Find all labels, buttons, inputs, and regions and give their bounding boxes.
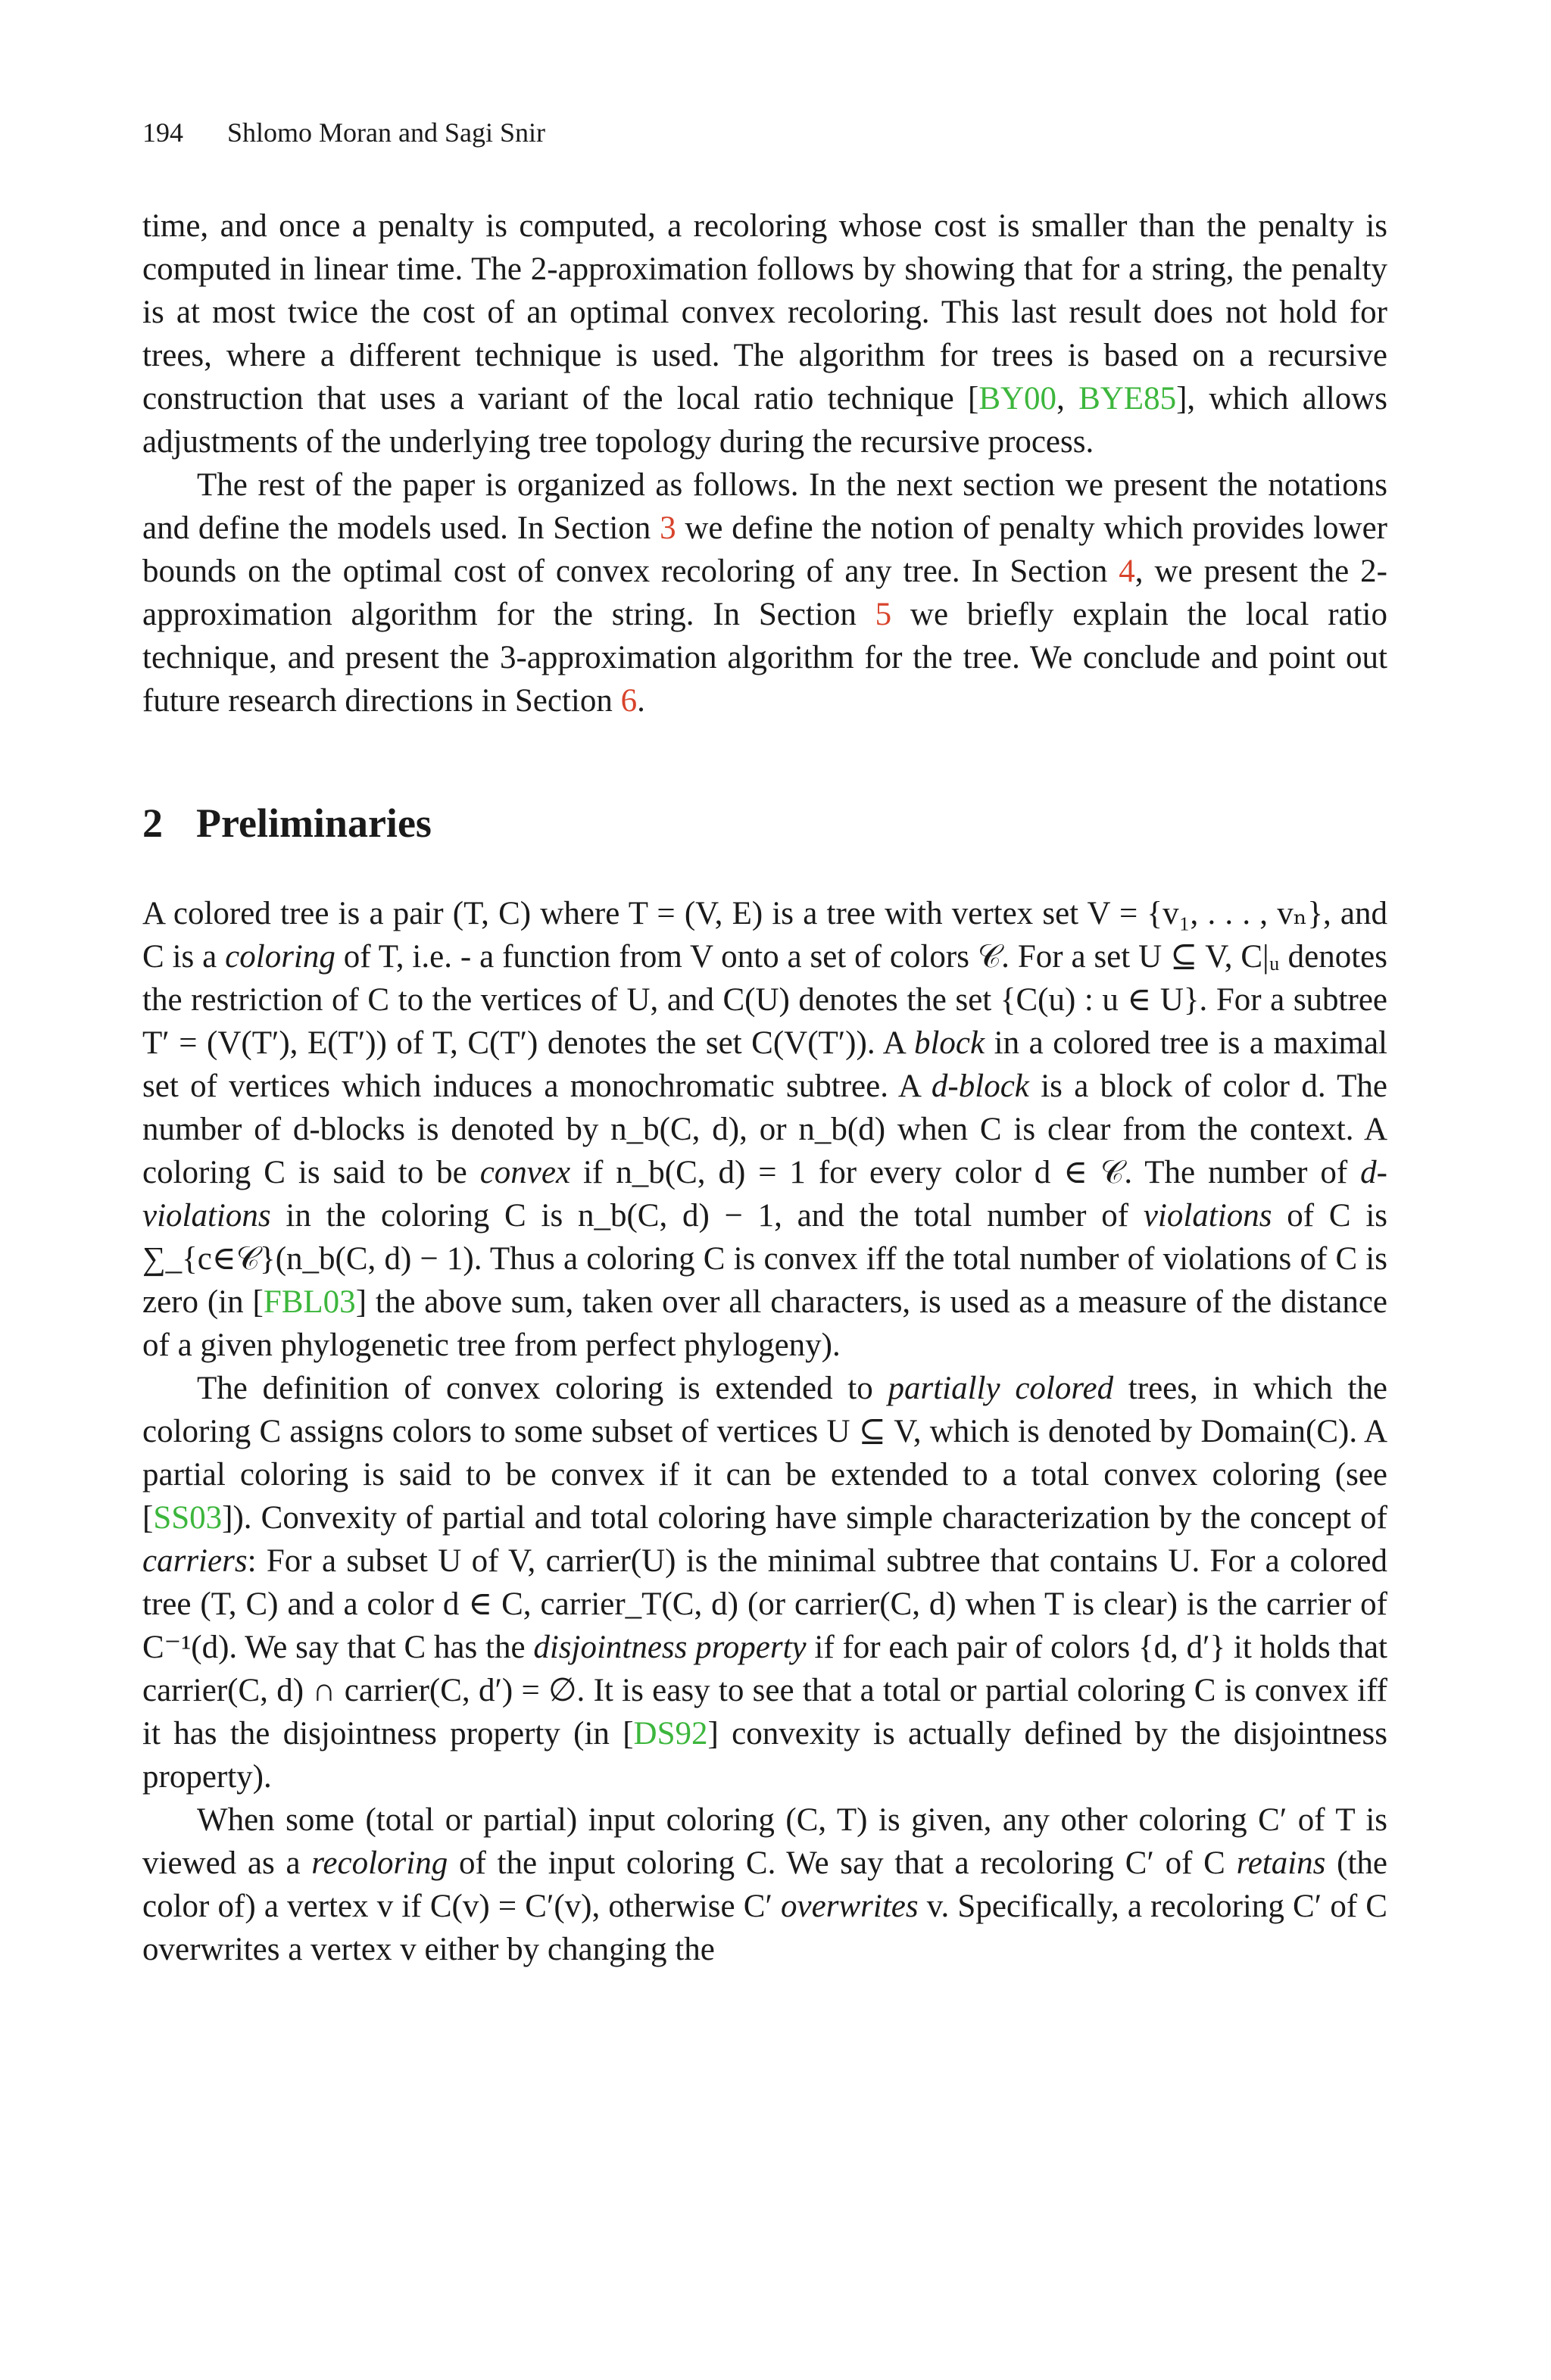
text-run: time, and once a penalty is computed, a recoloring whose cost is smaller than the penalty is computed in linear time. The 2-approximation follows by showing that for a string, the penalty is at most twice the cost of an optimal convex recoloring. This last result does not hold for trees, where a different technique is used. The algorithm for trees is based on a recursive construction that uses a variant of the local ratio technique [	[142, 208, 1387, 416]
section-ref-link[interactable]: 5	[875, 597, 892, 632]
running-head	[142, 114, 545, 151]
text-run: ]). Convexity of partial and total coloring have simple characterization by the concept of	[222, 1500, 1387, 1536]
text-run: , we present the 2-approximation algorithm for the string. In Section	[142, 554, 1387, 632]
text-run: ] the above sum, taken over all characters, is used as a measure of the distance of a given phylogenetic tree from perfect phylogeny).	[142, 1284, 1387, 1363]
text-run: if for each pair of colors {d, d′} it holds that carrier(C, d) ∩ carrier(C, d′) = ∅. It is easy to see that a total or partial coloring C is convex iff it has the disjointness property (in [	[142, 1630, 1387, 1751]
citation-link[interactable]: DS92	[633, 1716, 708, 1751]
emphasis: partially colored	[888, 1371, 1114, 1406]
text-run: in a colored tree is a maximal set of vertices which induces a monochromatic subtree. A	[142, 1025, 1387, 1104]
text-run: : For a subset U of V, carrier(U) is the minimal subtree that contains U. For a colored tree (T, C) and a color d ∈ C, carrier_T(C, d) (or carrier(C, d) when T is clear) is the carrier of C⁻¹(d). We say that C has the	[142, 1543, 1387, 1665]
text-run: .	[637, 683, 645, 719]
text-run: we define the notion of penalty which provides lower bounds on the optimal cost of convex recoloring of any tree. In Section	[142, 510, 1387, 589]
section-heading	[142, 797, 1387, 850]
text-run: When some (total or partial) input coloring (C, T) is given, any other coloring C′ of T is viewed as a	[142, 1802, 1387, 1881]
text-run: if n_b(C, d) = 1 for every color d ∈ 𝒞. The number of	[570, 1155, 1361, 1190]
paragraph-2	[142, 463, 1387, 722]
text-run: (the color of) a vertex v if C(v) = C′(v), otherwise C′	[142, 1845, 1388, 1924]
text-run: ] convexity is actually defined by the disjointness property).	[142, 1716, 1387, 1795]
text-run: in the coloring C is n_b(C, d) − 1, and the total number of	[270, 1198, 1144, 1234]
text-run: ,	[1056, 381, 1079, 416]
emphasis: disjointness property	[533, 1630, 807, 1665]
text-run: The definition of convex coloring is extended to	[197, 1371, 888, 1406]
emphasis: overwrites	[781, 1889, 919, 1924]
emphasis: recoloring	[311, 1845, 448, 1881]
page-body	[142, 204, 1387, 1971]
emphasis: d-block	[931, 1068, 1029, 1104]
text-run: we briefly explain the local ratio technique, and present the 3-approximation algorithm for the tree. We conclude and point out future research directions in Section	[142, 597, 1388, 719]
section-title: Preliminaries	[196, 800, 432, 846]
paragraph-5	[142, 1798, 1387, 1971]
citation-link[interactable]: BY00	[978, 381, 1057, 416]
emphasis: violations	[1143, 1198, 1272, 1234]
section-ref-link[interactable]: 4	[1119, 554, 1135, 589]
emphasis: carriers	[142, 1543, 248, 1579]
text-run: of the input coloring C. We say that a recoloring C′ of C	[448, 1845, 1237, 1881]
paragraph-1	[142, 204, 1387, 463]
emphasis: coloring	[225, 939, 335, 975]
paragraph-3	[142, 892, 1387, 1367]
section-number: 2	[142, 800, 163, 846]
citation-link[interactable]: SS03	[153, 1500, 223, 1536]
text-run: of T, i.e. - a function from V onto a set of colors 𝒞. For a set U ⊆ V, C|ᵤ denotes the restriction of C to the vertices of U, and C(U) denotes the set {C(u) : u ∈ U}. For a subtree T′ = (V(T′), E(T′)) of T, C(T′) denotes the set C(V(T′)). A	[142, 939, 1388, 1061]
emphasis: block	[913, 1025, 985, 1061]
text-run: trees, in which the coloring C assigns colors to some subset of vertices U ⊆ V, which is denoted by Domain(C). A partial coloring is said to be convex if it can be extended to a total convex coloring (see [	[142, 1371, 1387, 1536]
running-head-authors: Shlomo Moran and Sagi Snir	[227, 117, 545, 148]
section-ref-link[interactable]: 3	[660, 510, 676, 546]
emphasis: retains	[1236, 1845, 1326, 1881]
text-run: is a block of color d. The number of d-blocks is denoted by n_b(C, d), or n_b(d) when C is clear from the context. A coloring C is said to be	[142, 1068, 1387, 1190]
text-run: v. Specifically, a recoloring C′ of C overwrites a vertex v either by changing the	[142, 1889, 1387, 1967]
text-run: The rest of the paper is organized as follows. In the next section we present the notations and define the models used. In Section	[142, 467, 1387, 546]
page-number: 194	[142, 117, 183, 148]
emphasis: d-violations	[142, 1155, 1387, 1234]
text-run: A colored tree is a pair (T, C) where T = (V, E) is a tree with vertex set V = {v₁, . . . , vₙ}, and C is a	[142, 896, 1387, 975]
text-run: of C is ∑_{c∈𝒞}(n_b(C, d) − 1). Thus a coloring C is convex iff the total number of violations of C is zero (in [	[142, 1198, 1387, 1320]
citation-link[interactable]: BYE85	[1078, 381, 1177, 416]
citation-link[interactable]: FBL03	[263, 1284, 356, 1320]
section-ref-link[interactable]: 6	[620, 683, 638, 719]
emphasis: convex	[479, 1155, 571, 1190]
paragraph-4	[142, 1367, 1387, 1798]
text-run: ], which allows adjustments of the underlying tree topology during the recursive process.	[142, 381, 1388, 460]
